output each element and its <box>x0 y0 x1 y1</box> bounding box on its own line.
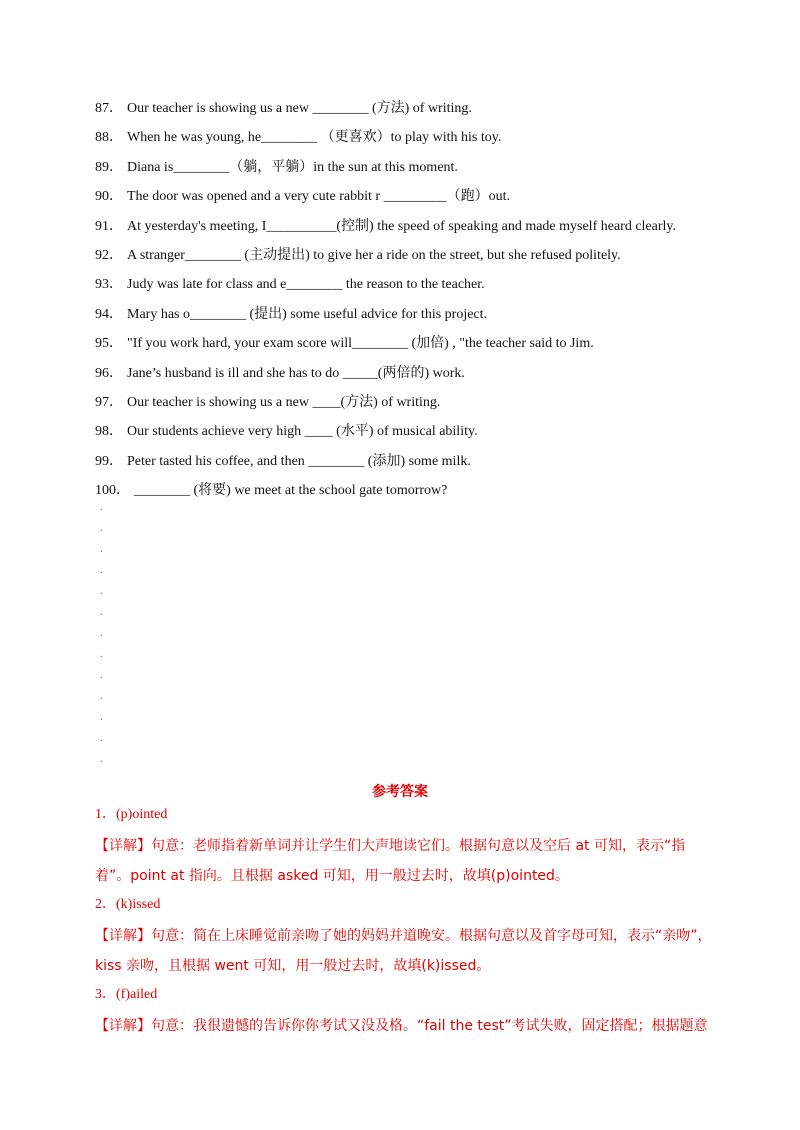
paragraph-mark: . <box>100 586 103 597</box>
answer-key: 3．(f)ailed <box>95 987 158 1002</box>
question-number: 88． <box>95 130 123 146</box>
question-text: A stranger________ (主动提出) to give her a ride on the street, but she refused politely. <box>127 247 621 263</box>
question-item <box>95 447 735 476</box>
question-text: Judy was late for class and e________ the reason to the teacher. <box>127 277 485 293</box>
answer-key: 1．(p)ointed <box>95 807 168 822</box>
question-number: 100． <box>95 483 130 499</box>
answer-key: 2．(k)issed <box>95 897 161 912</box>
question-number: 91． <box>95 218 123 234</box>
question-number: 87． <box>95 101 123 116</box>
question-item <box>95 359 735 388</box>
question-number: 93． <box>95 277 123 293</box>
question-text: Our teacher is showing us a new ________ (方法) of writing. <box>127 101 472 116</box>
question-item <box>95 182 735 211</box>
paragraph-mark: . <box>100 691 103 702</box>
question-number: 96． <box>95 365 123 381</box>
question-item <box>95 270 735 299</box>
answers-heading: 参考答案 <box>372 784 428 800</box>
paragraph-mark: . <box>100 544 103 555</box>
question-number: 95． <box>95 336 123 352</box>
question-item <box>95 153 735 182</box>
question-text: When he was young, he________ （更喜欢）to play with his toy. <box>127 130 502 146</box>
paragraph-marks <box>100 497 103 770</box>
question-item <box>95 388 735 417</box>
question-text: Our teacher is showing us a new ____(方法) of writing. <box>127 394 441 410</box>
answer-explanation: 【详解】句意：我很遗憾的告诉你你考试又没及格。“fail the test”考试失败，固定搭配；根据题意 <box>95 1018 708 1034</box>
answer-explanation: 【详解】句意：简在上床睡觉前亲吻了她的妈妈并道晚安。根据句意以及首字母可知，表示“亲吻”，kiss 亲吻，且根据 went 可知，用一般过去时，故填(k)issed。 <box>95 928 712 974</box>
question-text: Mary has o________ (提出) some useful advice for this project. <box>127 306 488 322</box>
answer-explanation: 【详解】句意：老师指着新单词并让学生们大声地读它们。根据句意以及空后 at 可知，表示“指着”。point at 指向。且根据 asked 可知，用一般过去时，故填(p)ointed。 <box>95 838 686 884</box>
paragraph-mark: . <box>100 649 103 660</box>
question-text: Our students achieve very high ____ (水平) of musical ability. <box>127 424 478 440</box>
question-text: Peter tasted his coffee, and then ________ (添加) some milk. <box>127 453 471 469</box>
question-text: ________ (将要) we meet at the school gate tomorrow? <box>134 483 448 499</box>
question-text: Jane’s husband is ill and she has to do _____(两倍的) work. <box>127 365 465 381</box>
answer-list <box>95 803 715 1043</box>
paragraph-mark: . <box>100 565 103 576</box>
question-number: 89． <box>95 159 123 175</box>
paragraph-mark: . <box>100 733 103 744</box>
question-text: At yesterday's meeting, I__________(控制) the speed of speaking and made myself heard clearly. <box>127 218 677 234</box>
question-number: 94． <box>95 306 123 322</box>
question-item <box>95 241 735 270</box>
paragraph-mark: . <box>100 523 103 534</box>
question-number: 98． <box>95 424 123 440</box>
paragraph-mark: . <box>100 754 103 765</box>
question-text: The door was opened and a very cute rabbit r _________（跑）out. <box>127 189 510 205</box>
question-text: "If you work hard, your exam score will________ (加倍) , "the teacher said to Jim. <box>127 336 594 352</box>
question-list <box>95 94 735 505</box>
paragraph-mark: . <box>100 712 103 723</box>
question-item <box>95 476 735 505</box>
question-number: 90． <box>95 189 123 205</box>
question-number: 99． <box>95 453 123 469</box>
question-text: Diana is________（躺，平躺）in the sun at this moment. <box>127 159 458 175</box>
paragraph-mark: . <box>100 670 103 681</box>
question-item <box>95 300 735 329</box>
question-item <box>95 417 735 446</box>
paragraph-mark: . <box>100 628 103 639</box>
question-item <box>95 329 735 358</box>
paragraph-mark: . <box>100 607 103 618</box>
question-item <box>95 94 735 123</box>
question-item <box>95 123 735 152</box>
paragraph-mark: . <box>100 502 103 513</box>
question-number: 92． <box>95 247 123 263</box>
question-item <box>95 212 735 241</box>
question-number: 97． <box>95 394 123 410</box>
